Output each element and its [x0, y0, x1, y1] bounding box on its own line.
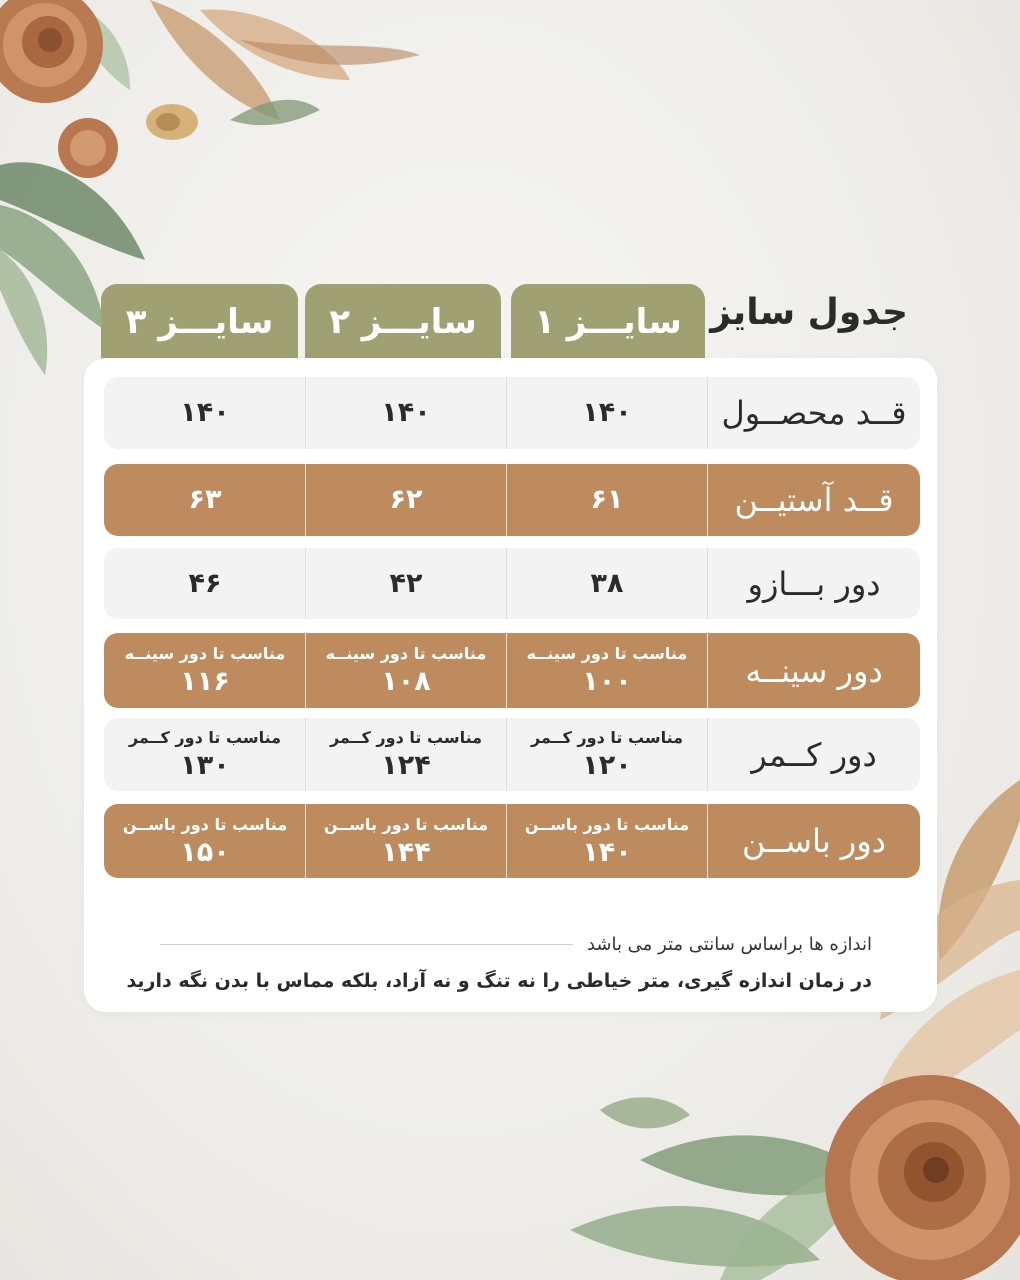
- cell-note: مناسب تا دور باســن: [323, 814, 489, 834]
- cell-value: ۱۴۰: [582, 836, 632, 868]
- cell-note: مناسب تا دور سینــه: [526, 644, 688, 664]
- table-row-sleeve-length: [104, 464, 920, 536]
- column-header-size-2: سایـــز ۲: [305, 284, 501, 360]
- cell-value: ۱۱۶: [180, 666, 230, 698]
- cell-note: مناسب تا دور باســن: [524, 814, 690, 834]
- table-row-product-length: [104, 377, 920, 449]
- table-row-arm-circumference: [104, 548, 920, 619]
- divider: [160, 944, 573, 945]
- measurement-instruction: در زمان اندازه گیری، متر خیاطی را نه تنگ و نه آزاد، بلکه مماس با بدن نگه دارید: [126, 970, 872, 992]
- cell-value: ۶۳: [188, 484, 222, 516]
- cell-value: ۶۱: [590, 484, 624, 516]
- table-cell: [105, 377, 306, 449]
- table-row-chest: [104, 633, 920, 708]
- table-cell: [507, 464, 708, 536]
- table-cell: [306, 377, 507, 449]
- table-cell: [306, 804, 507, 878]
- cell-value: ۱۴۰: [180, 397, 230, 429]
- cell-value: ۳۸: [590, 567, 624, 599]
- table-cell: [507, 548, 708, 619]
- page-title: جدول سایز: [710, 292, 908, 333]
- table-cell: [306, 548, 507, 619]
- cell-value: ۶۲: [389, 484, 423, 516]
- row-label: دور باســن: [742, 822, 886, 860]
- table-cell: [507, 804, 708, 878]
- table-cell: [105, 804, 306, 878]
- cell-note: مناسب تا دور سینــه: [325, 644, 487, 664]
- column-header-size-3: سایـــز ۳: [101, 284, 298, 360]
- row-label: دور کــمر: [751, 735, 877, 774]
- table-cell: [306, 464, 507, 536]
- units-note: [160, 929, 872, 959]
- cell-value: ۱۴۴: [381, 836, 431, 868]
- table-cell: [507, 633, 708, 708]
- cell-value: ۱۳۰: [180, 750, 230, 782]
- cell-value: ۱۴۰: [381, 397, 431, 429]
- cell-value: ۱۵۰: [180, 836, 230, 868]
- table-cell: [105, 548, 306, 619]
- cell-note: مناسب تا دور کــمر: [128, 728, 282, 748]
- table-cell: [105, 633, 306, 708]
- table-cell: [507, 377, 708, 449]
- row-label: دور بـــازو: [747, 564, 881, 603]
- cell-note: مناسب تا دور سینــه: [124, 644, 286, 664]
- table-cell: [105, 718, 306, 791]
- cell-note: مناسب تا دور باســن: [122, 814, 288, 834]
- row-label: قــد آستیــن: [734, 481, 894, 519]
- cell-value: ۱۲۴: [381, 750, 431, 782]
- cell-value: ۴۶: [188, 567, 222, 599]
- table-cell: [306, 718, 507, 791]
- row-label: قــد محصــول: [721, 394, 907, 432]
- table-cell: [507, 718, 708, 791]
- units-note-text: اندازه ها براساس سانتی متر می باشد: [586, 933, 872, 955]
- cell-value: ۱۰۸: [381, 666, 431, 698]
- cell-value: ۱۲۰: [582, 750, 632, 782]
- column-header-size-1: سایـــز ۱: [511, 284, 705, 360]
- cell-note: مناسب تا دور کــمر: [329, 728, 483, 748]
- row-label: دور سینــه: [745, 651, 883, 690]
- cell-value: ۱۰۰: [582, 666, 632, 698]
- cell-value: ۱۴۰: [582, 397, 632, 429]
- cell-value: ۴۲: [389, 567, 423, 599]
- cell-note: مناسب تا دور کــمر: [530, 728, 684, 748]
- table-cell: [306, 633, 507, 708]
- table-row-waist: [104, 718, 920, 791]
- table-cell: [105, 464, 306, 536]
- table-row-hip: [104, 804, 920, 878]
